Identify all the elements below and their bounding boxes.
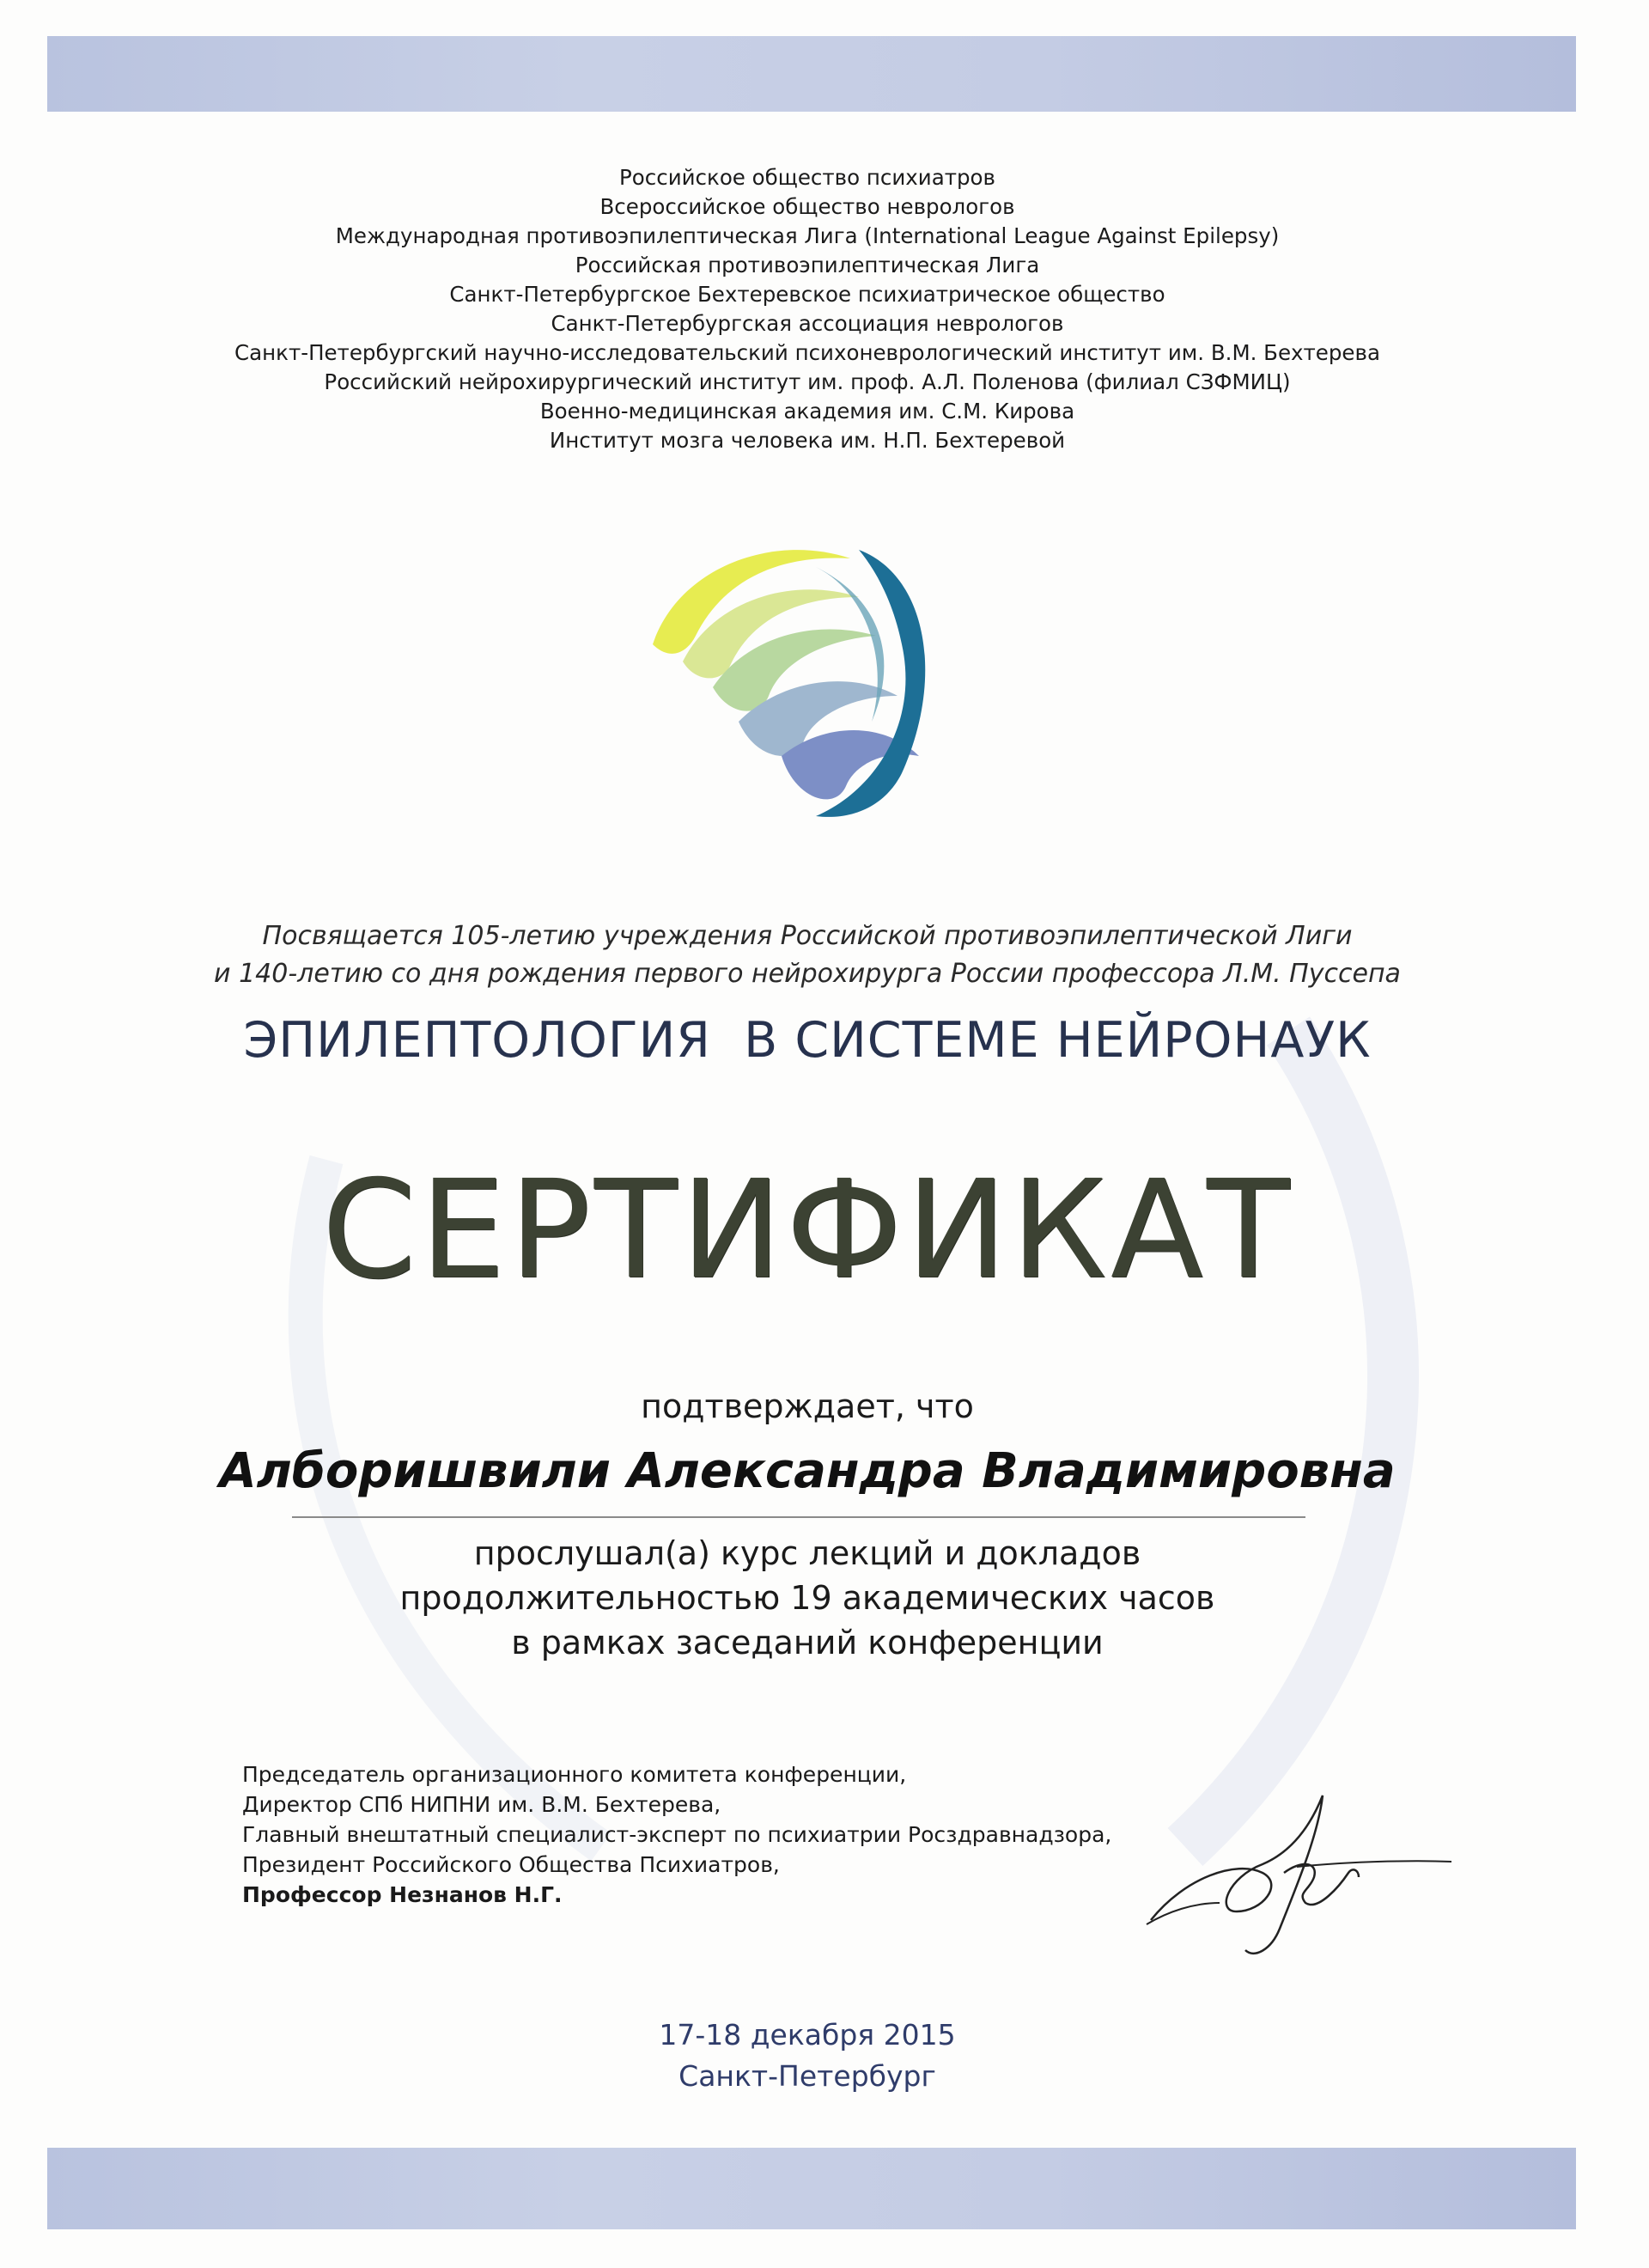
organization-line: Санкт-Петербургское Бехтеревское психиатрическое общество (449, 282, 1165, 307)
event-date: 17-18 декабря 2015 (659, 2018, 956, 2052)
bottom-decorative-band (47, 2148, 1576, 2229)
organization-line: Российское общество психиатров (619, 165, 995, 190)
conference-title: ЭПИЛЕПТОЛОГИЯ В СИСТЕМЕ НЕЙРОНАУК (243, 1012, 1372, 1069)
dedication-line-1: Посвящается 105-летию учреждения Российской противоэпилептической Лиги (262, 921, 1353, 951)
course-line-2: продолжительностью 19 академических часов (399, 1579, 1215, 1617)
organization-line: Санкт-Петербургская ассоциация неврологов (551, 311, 1064, 336)
organization-line: Российская противоэпилептическая Лига (575, 253, 1040, 277)
signer-line-3: Главный внештатный специалист-эксперт по психиатрии Росздравнадзора, (242, 1822, 1112, 1847)
top-decorative-band (47, 36, 1576, 112)
organization-line: Санкт-Петербургский научно-исследовательский психоневрологический институт им. В.М. Бехтерева (234, 340, 1380, 365)
signer-line-4: Президент Российского Общества Психиатров, (242, 1852, 780, 1877)
signer-name: Профессор Незнанов Н.Г. (242, 1882, 563, 1907)
signer-line-1: Председатель организационного комитета конференции, (242, 1762, 907, 1787)
course-line-1: прослушал(а) курс лекций и докладов (473, 1534, 1141, 1572)
signer-line-2: Директор СПб НИПНИ им. В.М. Бехтерева, (242, 1792, 721, 1817)
swirl-logo-icon (601, 515, 962, 842)
dedication-line-2: и 140-летию со дня рождения первого нейрохирурга России профессора Л.М. Пуссепа (214, 959, 1401, 989)
organization-line: Военно-медицинская академия им. С.М. Кирова (539, 399, 1075, 424)
organization-line: Всероссийское общество неврологов (599, 194, 1015, 219)
organization-line: Российский нейрохирургический институт им. проф. А.Л. Поленова (филиал СЗФМИЦ) (324, 369, 1291, 394)
course-line-3: в рамках заседаний конференции (511, 1624, 1104, 1661)
dedication-text (137, 918, 1477, 993)
confirms-text: подтверждает, что (641, 1387, 974, 1425)
organization-line: Международная противоэпилептическая Лига (International League Against Epilepsy) (335, 223, 1280, 248)
name-underline (292, 1516, 1305, 1518)
organizations-list (137, 163, 1477, 455)
event-city: Санкт-Петербург (678, 2059, 936, 2093)
course-description (86, 1531, 1529, 1665)
handwritten-signature (1134, 1783, 1460, 1972)
recipient-name: Алборишвили Александра Владимировна (219, 1443, 1396, 1499)
event-date-place (86, 2015, 1529, 2097)
signer-block (242, 1759, 1187, 1910)
organization-line: Институт мозга человека им. Н.П. Бехтеревой (549, 428, 1066, 453)
certificate-heading: СЕРТИФИКАТ (321, 1151, 1293, 1309)
